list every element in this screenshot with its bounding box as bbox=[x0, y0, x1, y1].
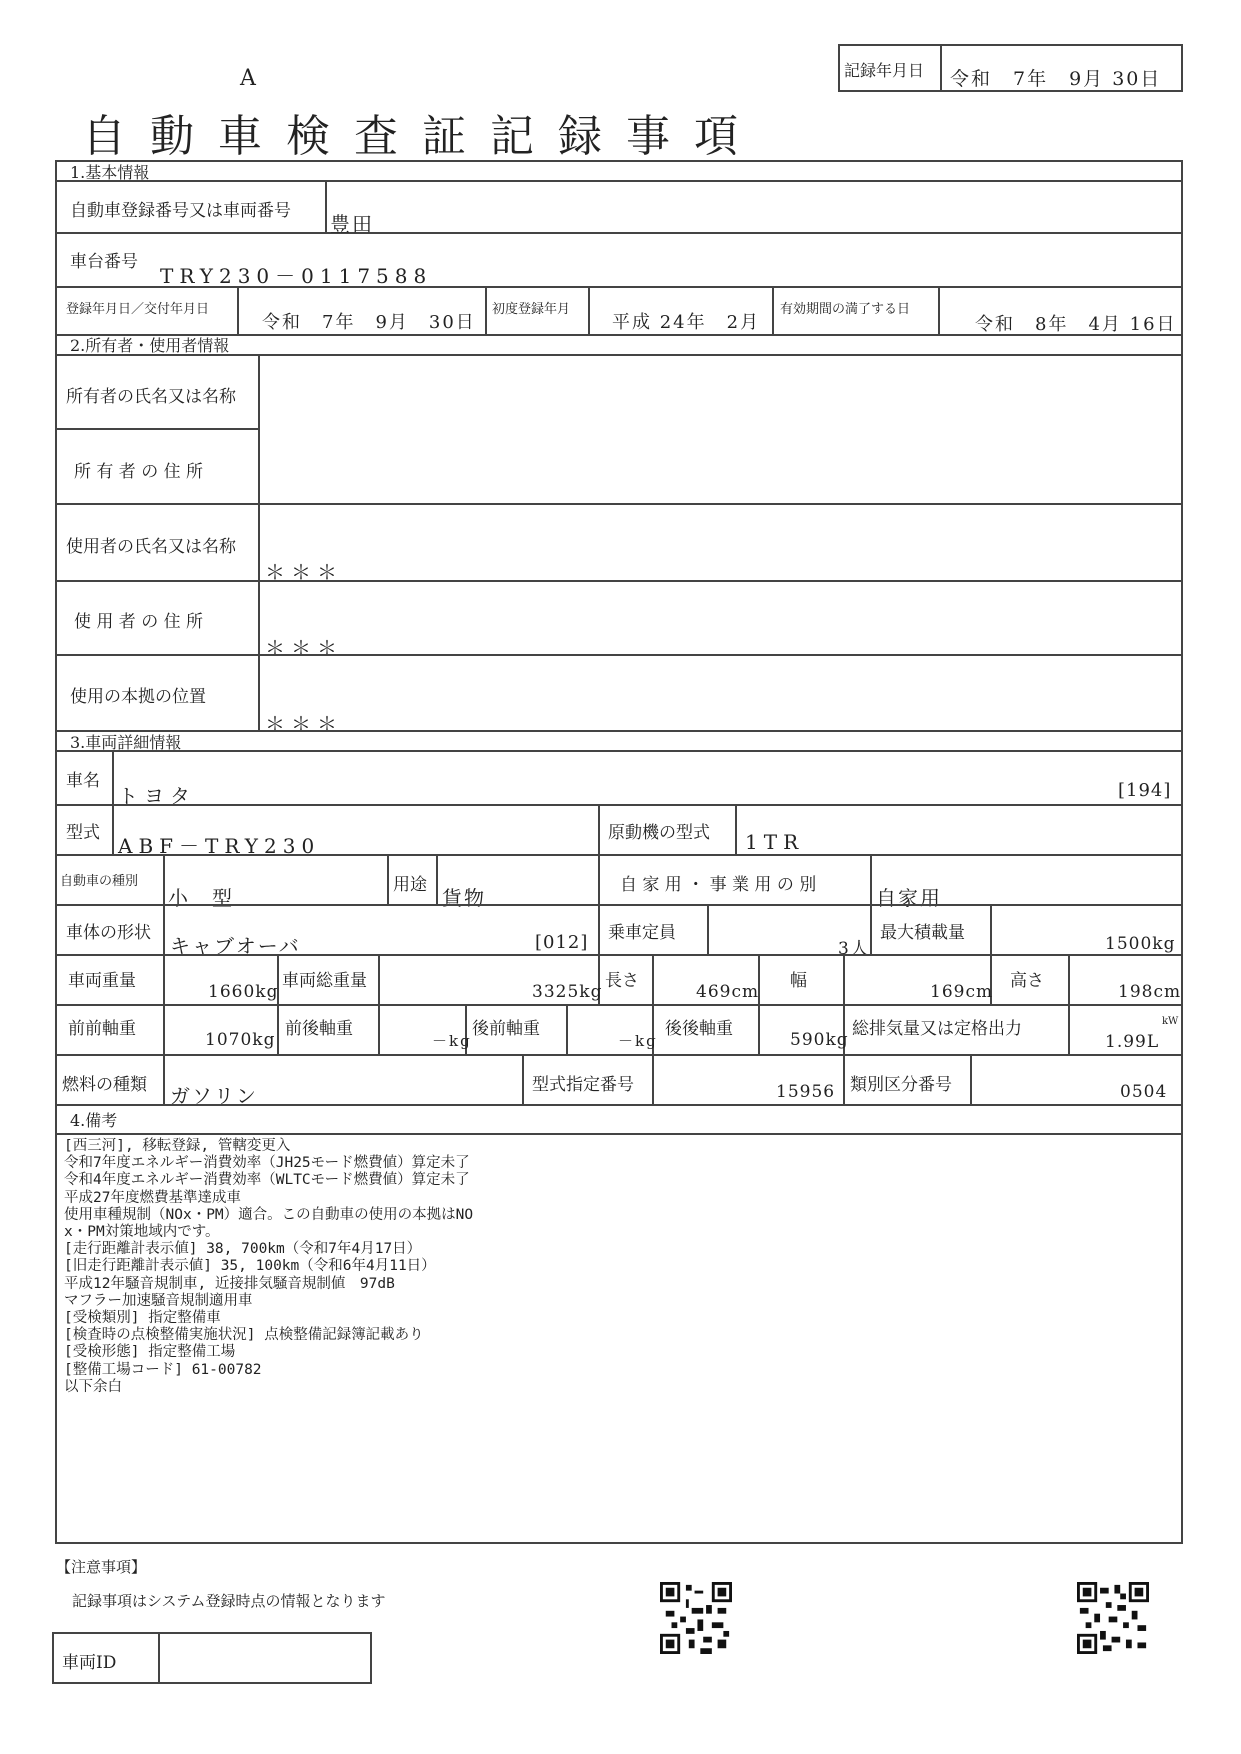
qr-code-left bbox=[660, 1582, 732, 1654]
qr-code-right bbox=[1077, 1582, 1149, 1654]
notes-text: 記録事項はシステム登録時点の情報となります bbox=[72, 1592, 386, 1610]
document-title: 自動車検査証記録事項 bbox=[82, 111, 762, 162]
section2-heading: 2.所有者・使用者情報 bbox=[70, 336, 230, 355]
remarks-line: 使用車種規制（NOx・PM）適合。この自動車の使用の本拠はNO bbox=[64, 1206, 474, 1223]
height-label: 高さ bbox=[1010, 971, 1044, 991]
remarks-line: [旧走行距離計表示値] 35, 100km（令和6年4月11日） bbox=[64, 1258, 436, 1275]
type-number: 15956 bbox=[776, 1082, 836, 1102]
remarks-text bbox=[64, 1138, 473, 1396]
width-label: 幅 bbox=[790, 971, 807, 991]
ff-axle: 1070kg bbox=[205, 1030, 276, 1050]
base-location: ＊＊＊ bbox=[265, 712, 343, 736]
expiry-date: 令和 8年 4月 16日 bbox=[975, 314, 1177, 335]
record-date-label: 記録年月日 bbox=[844, 61, 925, 80]
section1-heading: 1.基本情報 bbox=[70, 163, 150, 182]
capacity: 3人 bbox=[838, 939, 870, 959]
notes-heading: 【注意事項】 bbox=[56, 1558, 147, 1576]
body-label: 車体の形状 bbox=[66, 923, 151, 943]
business-label: 自 家 用 ・ 事 業 用 の 別 bbox=[620, 875, 817, 895]
first-reg: 平成 24年 2月 bbox=[612, 312, 761, 333]
engine: 1TR bbox=[745, 830, 805, 854]
body-code: [012] bbox=[535, 932, 589, 953]
vehicle-use: 貨物 bbox=[442, 886, 486, 910]
remarks-line: x・PM対策地域内です。 bbox=[64, 1224, 220, 1241]
gross-weight: 3325kg bbox=[532, 982, 603, 1002]
maker-label: 車名 bbox=[66, 771, 100, 791]
kind-label: 自動車の種別 bbox=[60, 874, 139, 889]
model: ABF－TRY230 bbox=[118, 834, 321, 858]
user-address: ＊＊＊ bbox=[265, 636, 343, 660]
section3-heading: 3.車両詳細情報 bbox=[70, 733, 182, 752]
displacement: 1.99L bbox=[1105, 1032, 1160, 1052]
remarks-line: 令和4年度エネルギー消費効率（WLTCモード燃費値）算定未了 bbox=[64, 1172, 470, 1189]
remarks-line: 以下余白 bbox=[64, 1378, 122, 1395]
remarks-line: [走行距離計表示値] 38, 700km（令和7年4月17日） bbox=[64, 1241, 422, 1258]
remarks-line: 平成27年度燃費基準達成車 bbox=[64, 1189, 241, 1206]
user-name-label: 使用者の氏名又は名称 bbox=[66, 537, 236, 557]
section4-heading: 4.備考 bbox=[70, 1111, 118, 1130]
remarks-line: 平成12年騒音規制車, 近接排気騒音規制値 97dB bbox=[64, 1275, 395, 1292]
model-label: 型式 bbox=[66, 823, 100, 843]
user-address-label: 使 用 者 の 住 所 bbox=[74, 612, 204, 632]
remarks-line: [検査時の点検整備実施状況] 点検整備記録簿記載あり bbox=[64, 1327, 424, 1344]
class-number: 0504 bbox=[1120, 1082, 1168, 1102]
maxload-label: 最大積載量 bbox=[880, 923, 965, 943]
user-name: ＊＊＊ bbox=[265, 560, 343, 584]
gross-weight-label: 車両総重量 bbox=[282, 971, 367, 991]
remarks-line: マフラー加速騒音規制適用車 bbox=[64, 1292, 253, 1309]
type-number-label: 型式指定番号 bbox=[532, 1075, 634, 1095]
fuel-type: ガソリン bbox=[170, 1084, 258, 1108]
owner-address-label: 所 有 者 の 住 所 bbox=[74, 462, 204, 482]
remarks-line: [整備工場コード] 61-00782 bbox=[64, 1361, 262, 1378]
chassis-label: 車台番号 bbox=[70, 252, 138, 272]
base-location-label: 使用の本拠の位置 bbox=[70, 687, 206, 707]
form-letter: A bbox=[240, 66, 256, 91]
class-number-label: 類別区分番号 bbox=[850, 1075, 952, 1095]
maker: トヨタ bbox=[118, 784, 196, 808]
remarks-line: 令和7年度エネルギー消費効率（JH25モード燃費値）算定未了 bbox=[64, 1155, 470, 1172]
rr-axle-label: 後後軸重 bbox=[665, 1019, 733, 1039]
width: 169cm bbox=[930, 982, 994, 1002]
reg-date-label: 登録年月日／交付年月日 bbox=[66, 302, 210, 317]
vehicle-kind: 小 型 bbox=[168, 886, 234, 910]
maker-code: [194] bbox=[1118, 780, 1172, 801]
rr-axle: 590kg bbox=[790, 1030, 849, 1050]
reg-number-label: 自動車登録番号又は車両番号 bbox=[70, 201, 291, 221]
remarks-line: [受検形態] 指定整備工場 bbox=[64, 1344, 236, 1361]
fuel-label: 燃料の種類 bbox=[62, 1075, 147, 1095]
rf-axle-label: 後前軸重 bbox=[472, 1019, 540, 1039]
body-shape: キャブオーバ bbox=[170, 934, 301, 958]
fr-axle-label: 前後軸重 bbox=[285, 1019, 353, 1039]
remarks-line: [受検類別] 指定整備車 bbox=[64, 1310, 221, 1327]
reg-number: 豊田 bbox=[330, 212, 374, 236]
reg-date: 令和 7年 9月 30日 bbox=[262, 312, 476, 333]
engine-label: 原動機の型式 bbox=[608, 823, 710, 843]
chassis-number: TRY230－0117588 bbox=[160, 264, 433, 288]
business-type: 自家用 bbox=[876, 886, 942, 910]
kw-unit: kW bbox=[1162, 1016, 1179, 1027]
length-label: 長さ bbox=[605, 971, 639, 991]
displacement-label: 総排気量又は定格出力 bbox=[852, 1019, 1022, 1039]
ff-axle-label: 前前軸重 bbox=[68, 1019, 136, 1039]
remarks-line: [西三河], 移転登録, 管轄変更入 bbox=[64, 1138, 291, 1154]
vehicle-weight: 1660kg bbox=[208, 982, 279, 1002]
rf-axle: －kg bbox=[618, 1032, 658, 1050]
weight-label: 車両重量 bbox=[68, 971, 136, 991]
owner-name-label: 所有者の氏名又は名称 bbox=[66, 387, 236, 407]
record-date: 令和 7年 9月 30日 bbox=[950, 68, 1162, 90]
first-reg-label: 初度登録年月 bbox=[492, 302, 571, 317]
expiry-label: 有効期間の満了する日 bbox=[780, 302, 911, 317]
height: 198cm bbox=[1118, 982, 1182, 1002]
fr-axle: －kg bbox=[432, 1032, 472, 1050]
capacity-label: 乗車定員 bbox=[608, 923, 676, 943]
use-label: 用途 bbox=[393, 875, 427, 895]
length: 469cm bbox=[696, 982, 760, 1002]
vehicle-id-label: 車両ID bbox=[62, 1653, 117, 1673]
max-load: 1500kg bbox=[1105, 934, 1176, 954]
